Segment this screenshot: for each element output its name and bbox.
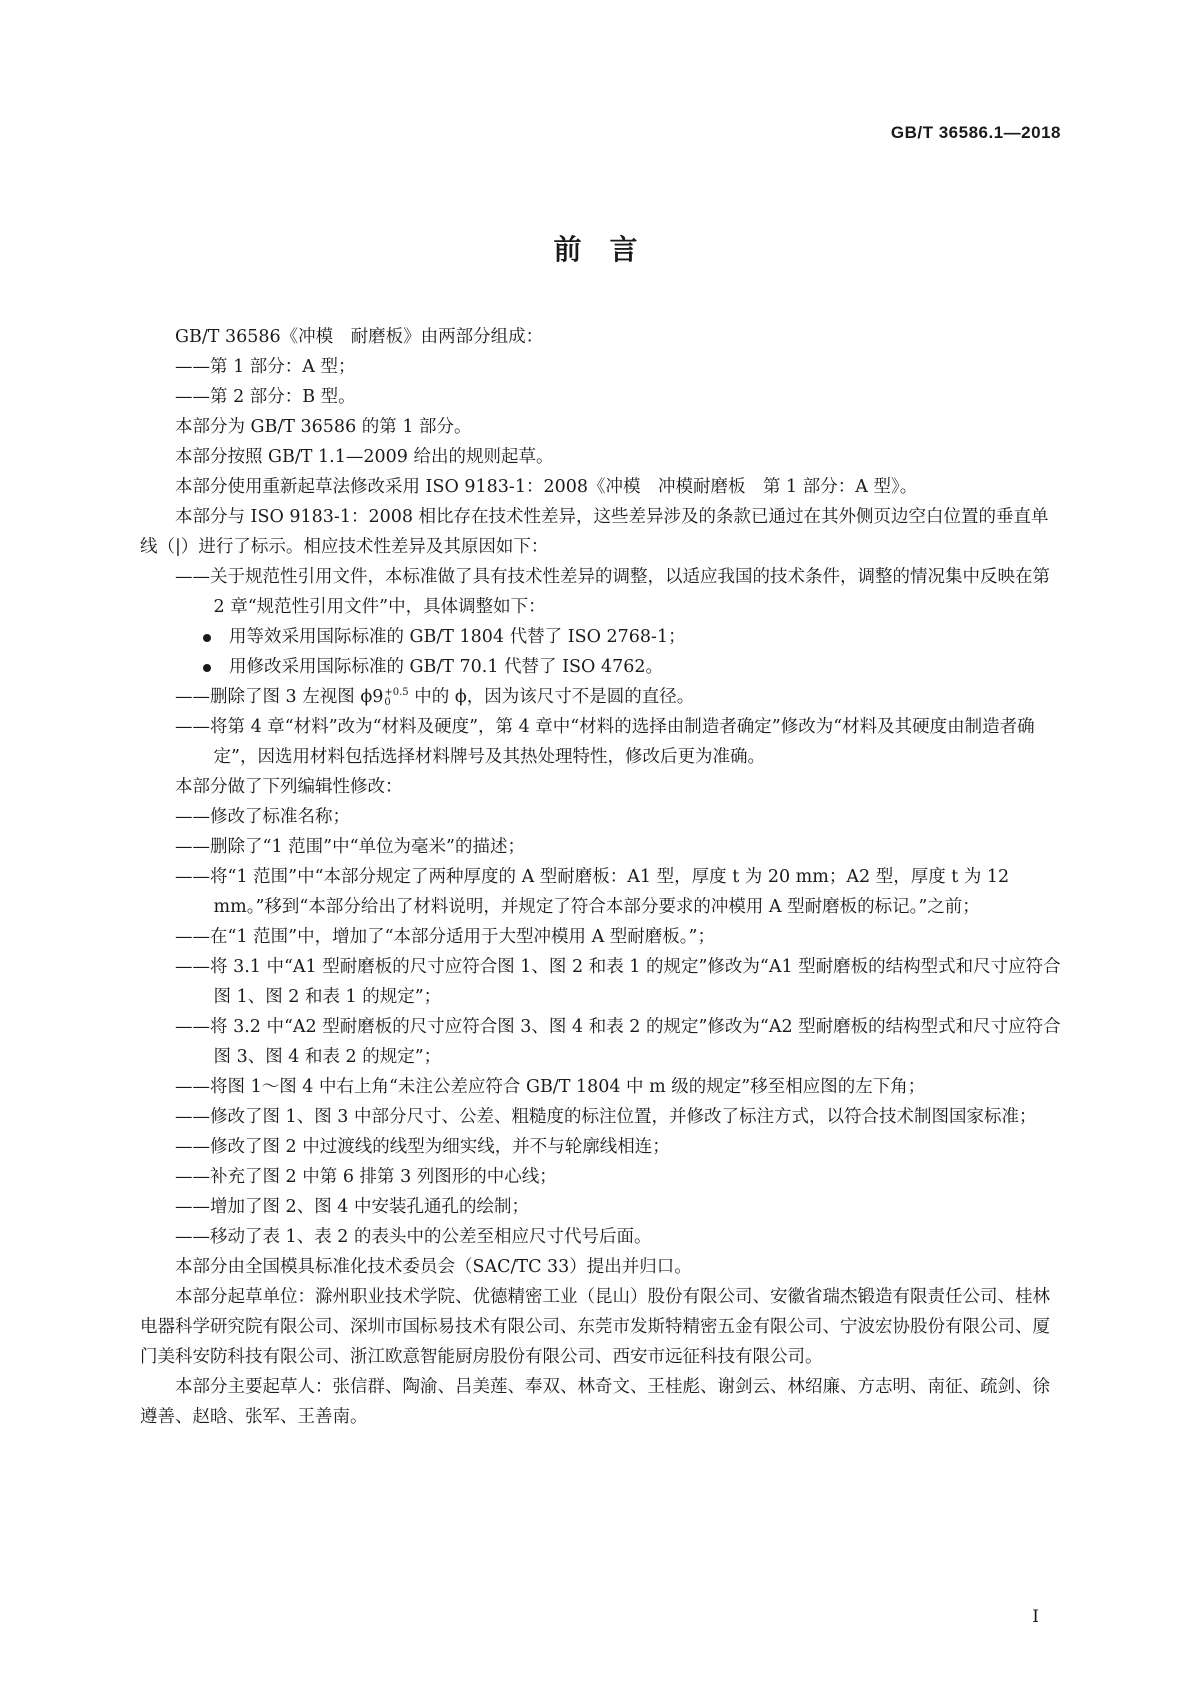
list-item: ——删除了“1 范围”中“单位为毫米”的描述； xyxy=(175,837,525,857)
list-item: ——在“1 范围”中，增加了“本部分适用于大型冲模用 A 型耐磨板。”； xyxy=(175,927,715,947)
list-item: ——修改了图 2 中过渡线的线型为细实线，并不与轮廓线相连； xyxy=(175,1137,670,1157)
list-item: ——将 3.1 中“A1 型耐磨板的尺寸应符合图 1、图 2 和表 1 的规定”修改为“A1 型耐磨板的结构型式和尺寸应符合图 1、图 2 和表 1 的规定”； xyxy=(175,957,1061,1007)
paragraph: 本部分由全国模具标准化技术委员会（SAC/TC 33）提出并归口。 xyxy=(175,1257,692,1277)
page-number: I xyxy=(1032,1607,1039,1627)
list-item: ——修改了标准名称； xyxy=(175,807,350,827)
list-item: ——增加了图 2、图 4 中安装孔通孔的绘制； xyxy=(175,1197,529,1217)
text: 中的 ϕ，因为该尺寸不是圆的直径。 xyxy=(408,687,695,707)
list-item: ——移动了表 1、表 2 的表头中的公差至相应尺寸代号后面。 xyxy=(175,1227,652,1247)
paragraph: 本部分主要起草人：张信群、陶渝、吕美莲、奉双、林奇文、王桂彪、谢剑云、林绍廉、方志明、南征、疏剑、徐遵善、赵晗、张军、王善南。 xyxy=(140,1377,1050,1427)
paragraph: 本部分起草单位：滁州职业技术学院、优德精密工业（昆山）股份有限公司、安徽省瑞杰锻造有限责任公司、桂林电器科学研究院有限公司、深圳市国标易技术有限公司、东莞市发斯特精密五金有限公司、宁波宏协股份有限公司、厦门美科安防科技有限公司、浙江欧意智能厨房股份有限公司、西安市远征科技有限公司。 xyxy=(140,1287,1050,1367)
list-item: ——关于规范性引用文件，本标准做了具有技术性差异的调整，以适应我国的技术条件，调整的情况集中反映在第 2 章“规范性引用文件”中，具体调整如下： xyxy=(175,567,1050,617)
paragraph: 本部分按照 GB/T 1.1—2009 给出的规则起草。 xyxy=(175,447,554,467)
bullet-icon xyxy=(203,664,211,672)
bullet-item xyxy=(140,622,1061,652)
list-item: ——将 3.2 中“A2 型耐磨板的尺寸应符合图 3、图 4 和表 2 的规定”修改为“A2 型耐磨板的结构型式和尺寸应符合图 3、图 4 和表 2 的规定”； xyxy=(175,1017,1061,1067)
paragraph: 本部分为 GB/T 36586 的第 1 部分。 xyxy=(175,417,472,437)
bullet-icon xyxy=(203,634,211,642)
list-item: ——将“1 范围”中“本部分规定了两种厚度的 A 型耐磨板：A1 型，厚度 t 为 20 mm；A2 型，厚度 t 为 12 mm。”移到“本部分给出了材料说明，并规定了符合本部分要求的冲模用 A 型耐磨板的标记。”之前； xyxy=(175,867,1010,917)
bullet-text: 用等效采用国际标准的 GB/T 1804 代替了 ISO 2768-1； xyxy=(229,627,686,647)
list-item: ——将第 4 章“材料”改为“材料及硬度”，第 4 章中“材料的选择由制造者确定”修改为“材料及其硬度由制造者确定”，因选用材料包括选择材料牌号及其热处理特性，修改后更为准确。 xyxy=(175,717,1035,767)
text: ——删除了图 3 左视图 ϕ9 xyxy=(175,687,384,707)
bullet-item xyxy=(140,652,1061,682)
preface-body xyxy=(140,322,1061,1432)
paragraph: 本部分使用重新起草法修改采用 ISO 9183-1：2008《冲模 冲模耐磨板 第 1 部分：A 型》。 xyxy=(175,477,918,497)
list-item: ——第 2 部分：B 型。 xyxy=(175,387,356,407)
page-title: 前言 xyxy=(553,233,666,266)
paragraph: 本部分与 ISO 9183-1：2008 相比存在技术性差异，这些差异涉及的条款已通过在其外侧页边空白位置的垂直单线（|）进行了标示。相应技术性差异及其原因如下： xyxy=(140,507,1049,557)
paragraph: 本部分做了下列编辑性修改： xyxy=(175,777,403,797)
list-item: ——修改了图 1、图 3 中部分尺寸、公差、粗糙度的标注位置，并修改了标注方式，以符合技术制图国家标准； xyxy=(175,1107,1037,1127)
list-item: ——将图 1～图 4 中右上角“未注公差应符合 GB/T 1804 中 m 级的规定”移至相应图的左下角； xyxy=(175,1077,926,1097)
tolerance-upper: +0.5 xyxy=(384,686,409,698)
list-item xyxy=(175,682,1061,712)
standard-number: GB/T 36586.1—2018 xyxy=(890,123,1061,142)
list-item: ——第 1 部分：A 型； xyxy=(175,357,356,377)
tolerance xyxy=(384,688,408,708)
list-item: ——补充了图 2 中第 6 排第 3 列图形的中心线； xyxy=(175,1167,557,1187)
paragraph: GB/T 36586《冲模 耐磨板》由两部分组成： xyxy=(175,327,544,347)
tolerance-lower: 0 xyxy=(384,696,391,708)
bullet-text: 用修改采用国际标准的 GB/T 70.1 代替了 ISO 4762。 xyxy=(229,657,663,677)
